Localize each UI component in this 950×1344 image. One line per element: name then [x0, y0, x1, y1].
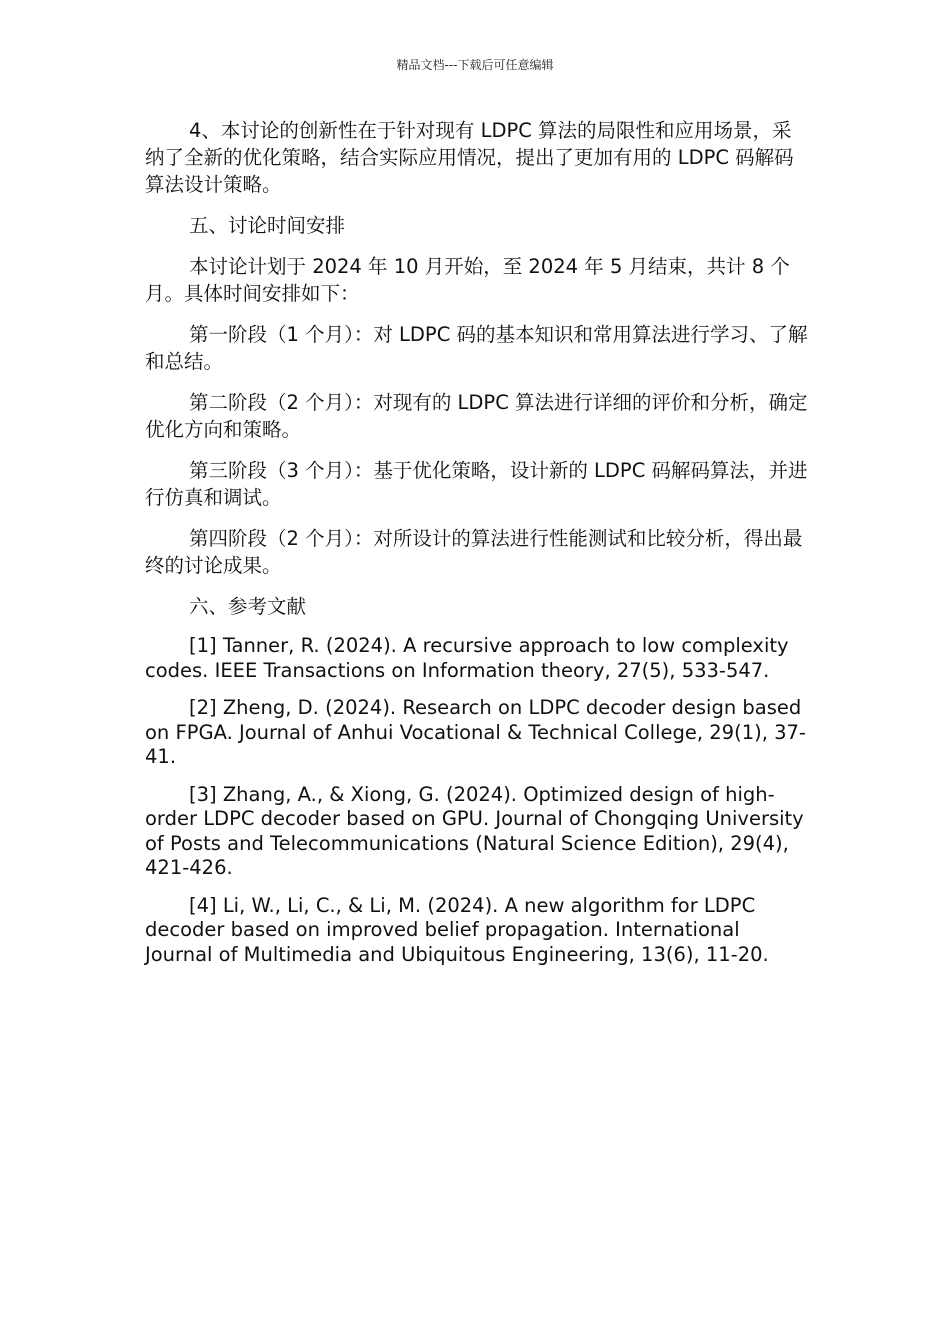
section-heading-references: 六、参考文献	[189, 595, 307, 618]
paragraph-phase-2: 第二阶段（2 个月）：对现有的 LDPC 算法进行详细的评价和分析，确定优化方向和策略。	[145, 391, 808, 441]
document-body	[145, 117, 810, 967]
paragraph-phase-1: 第一阶段（1 个月）：对 LDPC 码的基本知识和常用算法进行学习、了解和总结。	[145, 323, 808, 373]
paragraph-phase-3: 第三阶段（3 个月）：基于优化策略，设计新的 LDPC 码解码算法，并进行仿真和调试。	[145, 459, 808, 509]
paragraph-phase-4: 第四阶段（2 个月）：对所设计的算法进行性能测试和比较分析，得出最终的讨论成果。	[145, 527, 803, 577]
reference-item: [2] Zheng, D. (2024). Research on LDPC decoder design based on FPGA. Journal of Anhui Vocational & Technical College, 29(1), 37-41.	[145, 696, 806, 768]
paragraph-innovation: 4、本讨论的创新性在于针对现有 LDPC 算法的局限性和应用场景，采纳了全新的优化策略，结合实际应用情况，提出了更加有用的 LDPC 码解码算法设计策略。	[145, 119, 794, 196]
reference-item: [1] Tanner, R. (2024). A recursive approach to low complexity codes. IEEE Transactions on Information theory, 27(5), 533-547.	[145, 634, 789, 682]
reference-item: [3] Zhang, A., & Xiong, G. (2024). Optimized design of high-order LDPC decoder based on GPU. Journal of Chongqing University of Posts and Telecommunications (Natural Science Edition), 29(4), 421-426.	[145, 782, 804, 879]
section-heading-schedule: 五、讨论时间安排	[189, 214, 346, 237]
reference-item: [4] Li, W., Li, C., & Li, M. (2024). A new algorithm for LDPC decoder based on improved belief propagation. International Journal of Multimedia and Ubiquitous Engineering, 13(6), 11-20.	[145, 893, 769, 966]
paragraph-schedule-intro: 本讨论计划于 2024 年 10 月开始，至 2024 年 5 月结束，共计 8 个月。具体时间安排如下：	[145, 255, 790, 305]
page-header: 精品文档---下载后可任意编辑	[396, 58, 554, 72]
